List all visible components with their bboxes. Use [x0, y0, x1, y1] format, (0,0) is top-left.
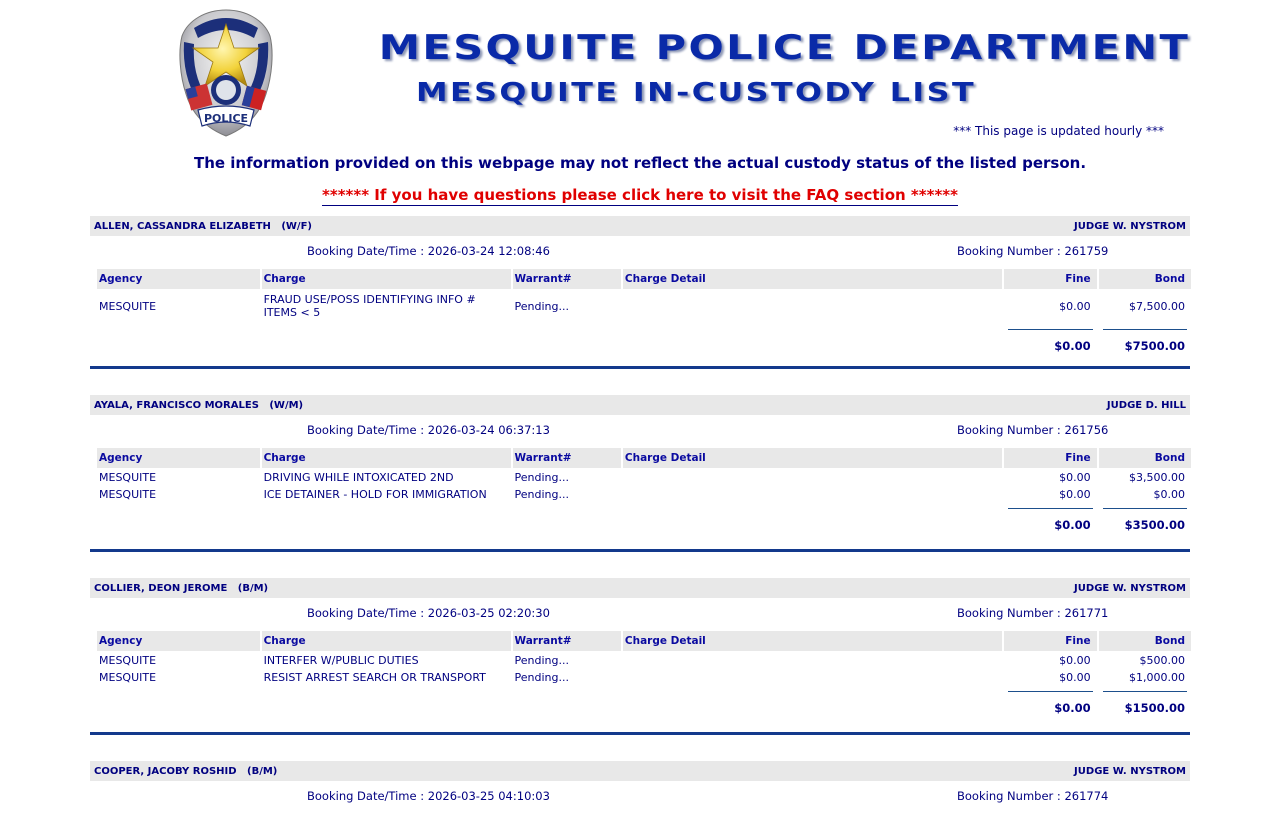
inmate-record — [90, 216, 1190, 361]
col-agency: Agency — [97, 631, 260, 651]
page-subtitle: MESQUITE IN-CUSTODY LIST — [416, 78, 977, 108]
col-agency: Agency — [97, 269, 260, 289]
inmate-record — [90, 395, 1190, 540]
inmate-name: COOPER, JACOBY ROSHID (B/M) — [94, 765, 278, 777]
booking-info — [90, 781, 1190, 814]
inmate-name: COLLIER, DEON JEROME (B/M) — [94, 582, 269, 594]
totals-row — [97, 331, 1191, 361]
page-title: MESQUITE POLICE DEPARTMENT — [378, 28, 1191, 68]
charge-detail — [623, 651, 1002, 669]
record-separator — [90, 549, 1190, 552]
col-fine: Fine — [1004, 448, 1096, 468]
booking-number: Booking Number : 261771 — [957, 606, 1109, 620]
record-header — [90, 578, 1190, 598]
fine: $0.00 — [1059, 653, 1091, 667]
fine: $0.00 — [1059, 670, 1091, 684]
charge: FRAUD USE/POSS IDENTIFYING INFO # ITEMS < 5 — [263, 293, 476, 319]
totals-row — [97, 693, 1191, 723]
faq-link[interactable]: ****** If you have questions please click here to visit the FAQ section ****** — [322, 186, 958, 204]
update-note: *** This page is updated hourly *** — [953, 124, 1164, 138]
record-header — [90, 761, 1190, 781]
col-warrant: Warrant# — [513, 631, 621, 651]
svg-text:POLICE: POLICE — [203, 112, 249, 125]
record-header — [90, 395, 1190, 415]
record-separator — [90, 366, 1190, 369]
charge-row — [97, 669, 1191, 685]
charge: DRIVING WHILE INTOXICATED 2ND — [263, 470, 454, 484]
charge-detail — [623, 486, 1002, 502]
col-charge-detail: Charge Detail — [623, 269, 1002, 289]
col-charge-detail: Charge Detail — [623, 631, 1002, 651]
col-bond: Bond — [1099, 631, 1191, 651]
warrant: Pending... — [514, 670, 569, 684]
record-separator — [90, 732, 1190, 735]
charge-detail — [623, 468, 1002, 486]
agency: MESQUITE — [99, 653, 157, 667]
charge-row — [97, 289, 1191, 323]
police-badge-logo — [176, 6, 276, 140]
charge: RESIST ARREST SEARCH OR TRANSPORT — [263, 670, 486, 684]
totals-row — [97, 510, 1191, 540]
judge-name: JUDGE D. HILL — [1106, 399, 1186, 411]
booking-info — [90, 415, 1190, 448]
agency: MESQUITE — [99, 470, 157, 484]
fine: $0.00 — [1059, 299, 1091, 313]
booking-number: Booking Number : 261756 — [957, 423, 1109, 437]
charges-header-row — [97, 631, 1191, 651]
custody-disclaimer: The information provided on this webpage may not reflect the actual custody status of the listed person. — [193, 154, 1087, 172]
inmate-record — [90, 761, 1190, 814]
col-bond: Bond — [1099, 448, 1191, 468]
booking-number: Booking Number : 261774 — [957, 789, 1109, 803]
agency: MESQUITE — [99, 670, 157, 684]
col-charge: Charge — [262, 631, 511, 651]
fine: $0.00 — [1059, 487, 1091, 501]
booking-info — [90, 236, 1190, 269]
agency: MESQUITE — [99, 299, 157, 313]
col-warrant: Warrant# — [513, 448, 621, 468]
total-fine: $0.00 — [1054, 700, 1091, 715]
agency: MESQUITE — [99, 487, 157, 501]
booking-number: Booking Number : 261759 — [957, 244, 1109, 258]
booking-datetime: Booking Date/Time : 2026-03-25 02:20:30 — [307, 606, 550, 620]
bond: $0.00 — [1153, 487, 1185, 501]
booking-datetime: Booking Date/Time : 2026-03-24 06:37:13 — [307, 423, 550, 437]
charge-row — [97, 468, 1191, 486]
inmate-name: AYALA, FRANCISCO MORALES (W/M) — [94, 399, 304, 411]
charges-header-row — [97, 269, 1191, 289]
charge-detail — [623, 669, 1002, 685]
judge-name: JUDGE W. NYSTROM — [1074, 582, 1186, 594]
booking-datetime: Booking Date/Time : 2026-03-25 04:10:03 — [307, 789, 550, 803]
total-fine: $0.00 — [1054, 517, 1091, 532]
col-fine: Fine — [1004, 269, 1096, 289]
inmate-name: ALLEN, CASSANDRA ELIZABETH (W/F) — [94, 220, 312, 232]
total-bond: $1500.00 — [1124, 700, 1185, 715]
inmate-record — [90, 578, 1190, 723]
charge-row — [97, 651, 1191, 669]
col-charge-detail: Charge Detail — [623, 448, 1002, 468]
total-bond: $3500.00 — [1124, 517, 1185, 532]
bond: $1,000.00 — [1129, 670, 1185, 684]
charges-table — [95, 448, 1193, 540]
judge-name: JUDGE W. NYSTROM — [1074, 220, 1186, 232]
charges-table — [95, 631, 1193, 723]
record-header — [90, 216, 1190, 236]
fine: $0.00 — [1059, 470, 1091, 484]
warrant: Pending... — [514, 470, 569, 484]
charges-header-row — [97, 448, 1191, 468]
charges-table — [95, 269, 1193, 361]
col-agency: Agency — [97, 448, 260, 468]
warrant: Pending... — [514, 299, 569, 313]
total-bond: $7500.00 — [1124, 338, 1185, 353]
charge-row — [97, 486, 1191, 502]
booking-info — [90, 598, 1190, 631]
charge: ICE DETAINER - HOLD FOR IMMIGRATION — [263, 487, 487, 501]
col-charge: Charge — [262, 269, 511, 289]
badge-icon — [176, 6, 276, 140]
charge: INTERFER W/PUBLIC DUTIES — [263, 653, 419, 667]
bond: $7,500.00 — [1129, 299, 1185, 313]
col-warrant: Warrant# — [513, 269, 621, 289]
bond: $500.00 — [1139, 653, 1185, 667]
col-bond: Bond — [1099, 269, 1191, 289]
total-fine: $0.00 — [1054, 338, 1091, 353]
faq-link-container — [0, 185, 1280, 204]
bond: $3,500.00 — [1129, 470, 1185, 484]
warrant: Pending... — [514, 653, 569, 667]
judge-name: JUDGE W. NYSTROM — [1074, 765, 1186, 777]
warrant: Pending... — [514, 487, 569, 501]
charge-detail — [623, 289, 1002, 323]
booking-datetime: Booking Date/Time : 2026-03-24 12:08:46 — [307, 244, 550, 258]
col-charge: Charge — [262, 448, 511, 468]
col-fine: Fine — [1004, 631, 1096, 651]
